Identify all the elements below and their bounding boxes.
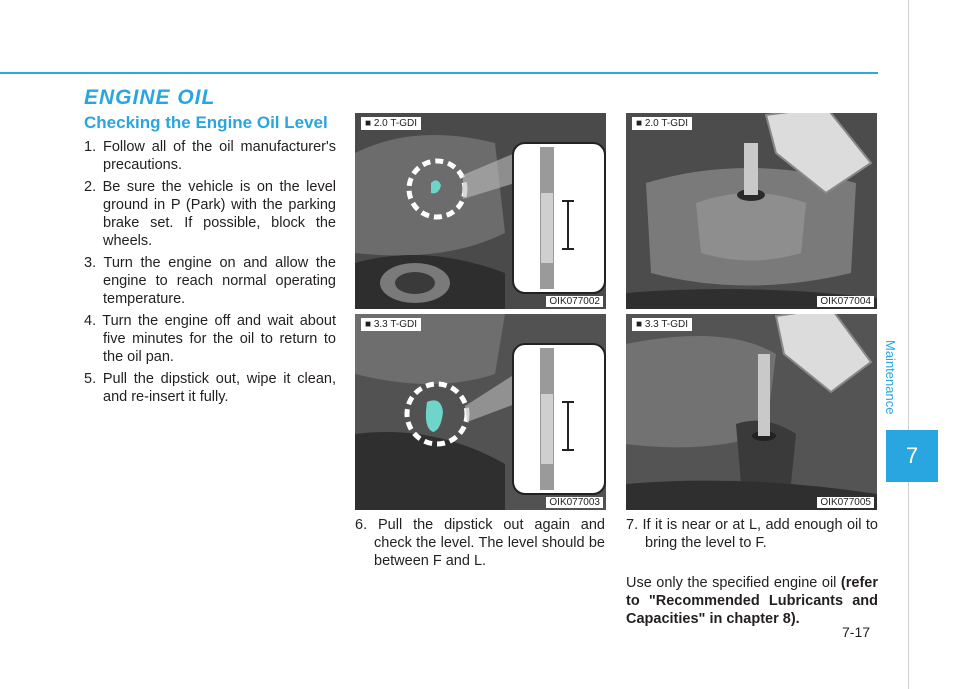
figure-oil-fill-3-3 bbox=[626, 314, 877, 510]
figure-tag: ■ 2.0 T-GDI bbox=[632, 117, 692, 130]
oil-filling-illustration bbox=[626, 113, 877, 309]
header-rule bbox=[0, 72, 878, 74]
note-text: Use only the specified engine oil bbox=[626, 575, 837, 591]
caption-step-7: 7. If it is near or at L, add enough oil to bring the level to F. bbox=[626, 517, 878, 551]
figure-code: OIK077004 bbox=[817, 296, 874, 307]
section-title: ENGINE OIL bbox=[84, 86, 216, 109]
oil-spec-note bbox=[626, 574, 878, 628]
steps-list bbox=[84, 138, 336, 410]
sub-title: Checking the Engine Oil Level bbox=[84, 113, 328, 132]
figure-tag: ■ 3.3 T-GDI bbox=[632, 318, 692, 331]
figure-code: OIK077005 bbox=[817, 497, 874, 508]
side-rule bbox=[908, 0, 909, 689]
engine-dipstick-illustration bbox=[355, 113, 606, 309]
figure-code: OIK077003 bbox=[546, 497, 603, 508]
step-2: 2. Be sure the vehicle is on the level ground in P (Park) with the parking brake set. If possible, block the wheels. bbox=[84, 179, 336, 249]
engine-dipstick-illustration bbox=[355, 314, 606, 510]
step-3: 3. Turn the engine on and allow the engine to reach normal operating temperature. bbox=[84, 255, 336, 307]
caption-step-6: 6. Pull the dipstick out again and check the level. The level should be between F and L. bbox=[355, 517, 605, 569]
step-5: 5. Pull the dipstick out, wipe it clean, and re-insert it fully. bbox=[84, 371, 336, 405]
figure-code: OIK077002 bbox=[546, 296, 603, 307]
step-4: 4. Turn the engine off and wait about five minutes for the oil to return to the oil pan. bbox=[84, 313, 336, 365]
step-1: 1. Follow all of the oil manufacturer's precautions. bbox=[84, 139, 336, 173]
figure-dipstick-2-0 bbox=[355, 113, 606, 309]
oil-filling-illustration bbox=[626, 314, 877, 510]
page-number: 7-17 bbox=[842, 624, 871, 640]
figure-dipstick-3-3 bbox=[355, 314, 606, 510]
chapter-tab-number: 7 bbox=[886, 430, 938, 482]
figure-tag: ■ 2.0 T-GDI bbox=[361, 117, 421, 130]
chapter-tab-label: Maintenance bbox=[883, 340, 898, 415]
figure-oil-fill-2-0 bbox=[626, 113, 877, 309]
figure-tag: ■ 3.3 T-GDI bbox=[361, 318, 421, 331]
note-bold-reference: (refer to "Recommended Lubricants and Capacities" in chapter 8). bbox=[626, 575, 878, 627]
